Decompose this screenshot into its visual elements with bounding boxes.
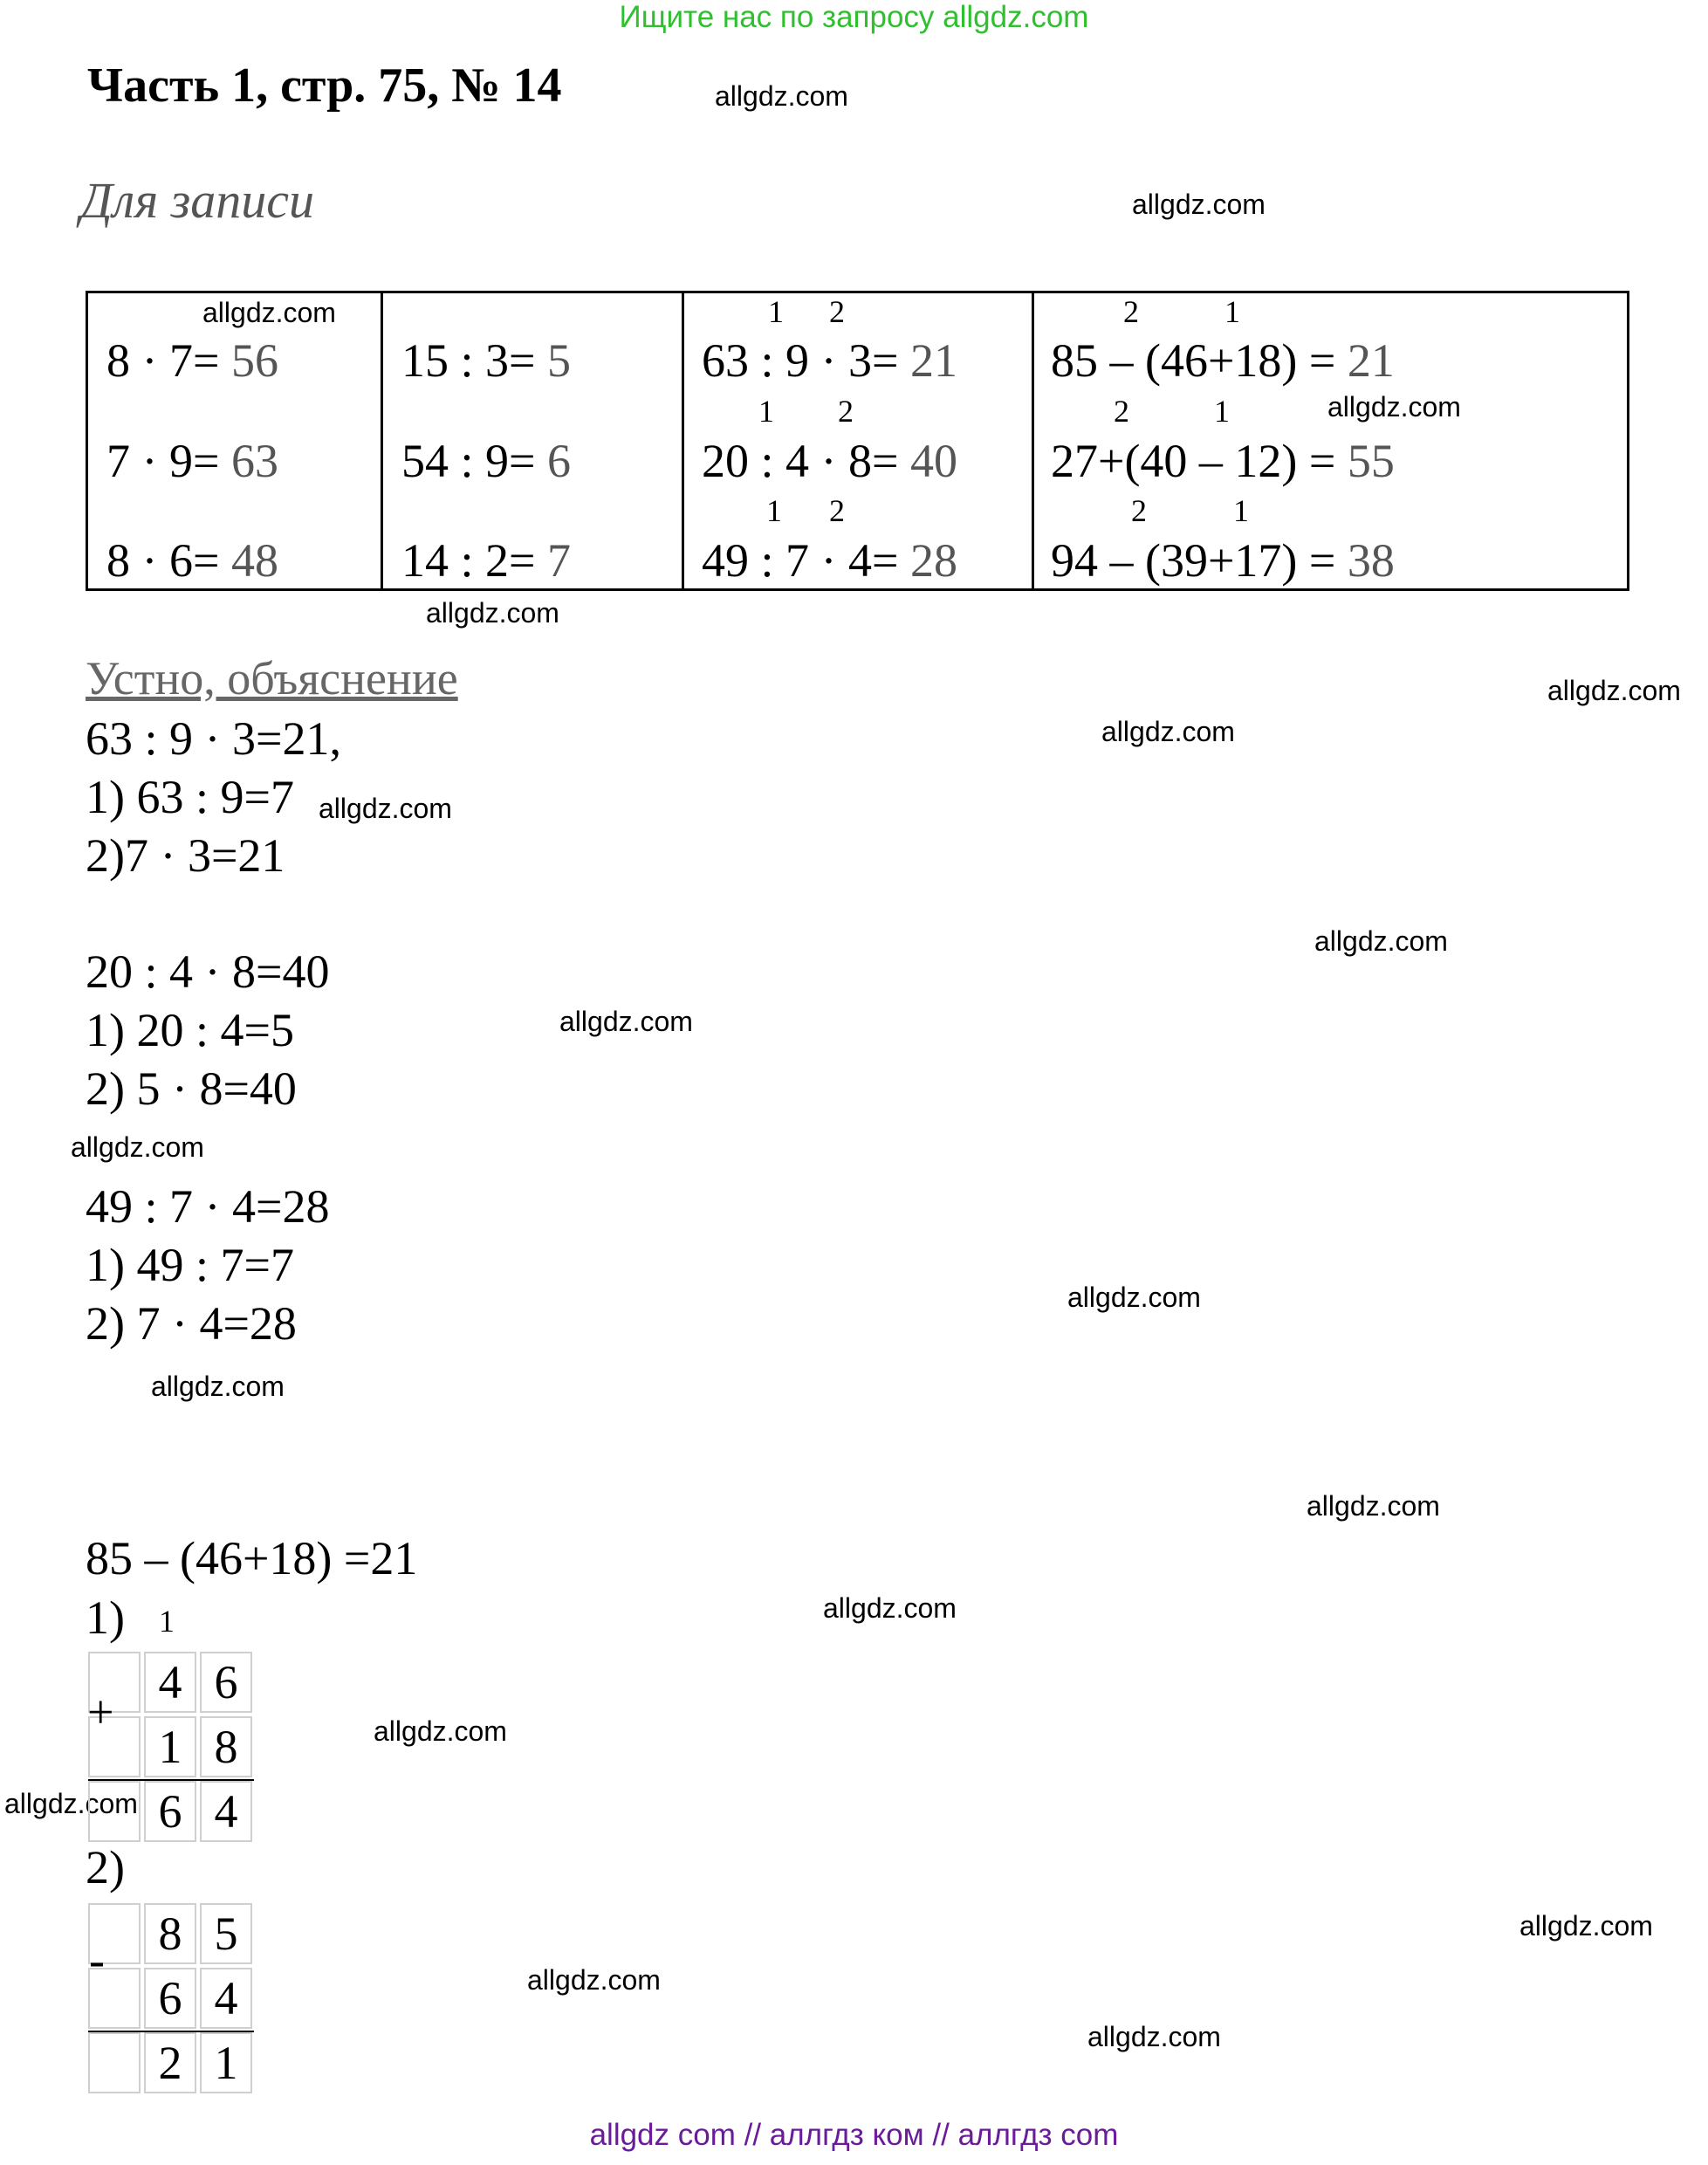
section-heading: Устно, объяснение bbox=[86, 652, 458, 704]
top-banner: Ищите нас по запросу allgdz.com bbox=[619, 0, 1089, 34]
grid-cell bbox=[88, 2032, 141, 2093]
explanation-line: 1) 20 : 4=5 bbox=[86, 1004, 294, 1056]
digit-cell: 8 bbox=[200, 1716, 252, 1777]
watermark: allgdz.com bbox=[151, 1371, 285, 1402]
watermark: allgdz.com bbox=[4, 1788, 138, 1819]
explanation-line: 2) 7 · 4=28 bbox=[86, 1297, 297, 1350]
watermark: allgdz.com bbox=[1067, 1282, 1201, 1313]
explanation-line: 1) 63 : 9=7 bbox=[86, 771, 294, 823]
table-row: 7 · 9= 63 bbox=[106, 435, 278, 487]
digit-cell: 4 bbox=[200, 1968, 252, 2029]
explanation-line: 49 : 7 · 4=28 bbox=[86, 1180, 330, 1233]
table-row: 8 · 7= 56 bbox=[106, 334, 278, 387]
watermark: allgdz.com bbox=[1132, 189, 1266, 220]
digit-cell: 6 bbox=[144, 1781, 196, 1842]
watermark: allgdz.com bbox=[319, 793, 452, 824]
explanation-line: 2) 5 · 8=40 bbox=[86, 1062, 297, 1115]
order-mark: 2 bbox=[829, 493, 845, 528]
order-mark: 1 bbox=[1233, 493, 1249, 528]
explanation-line: 2)7 · 3=21 bbox=[86, 829, 285, 882]
bottom-banner: allgdz com // аллгдз ком // аллгдз com bbox=[589, 2118, 1119, 2152]
order-mark: 2 bbox=[1131, 493, 1147, 528]
order-mark: 2 bbox=[1114, 394, 1129, 429]
minus-sign: - bbox=[89, 1934, 105, 1986]
table-row: 49 : 7 · 4= 28 bbox=[702, 534, 957, 587]
table-row: 8 · 6= 48 bbox=[106, 534, 278, 587]
order-mark: 1 bbox=[1214, 394, 1230, 429]
digit-cell: 4 bbox=[144, 1652, 196, 1713]
table-row: 27+(40 – 12) = 55 bbox=[1051, 435, 1395, 487]
table-divider bbox=[1032, 291, 1034, 591]
order-mark: 2 bbox=[838, 394, 854, 429]
order-mark: 1 bbox=[758, 394, 774, 429]
watermark: allgdz.com bbox=[715, 80, 848, 112]
watermark: allgdz.com bbox=[1307, 1490, 1440, 1522]
digit-cell: 2 bbox=[144, 2032, 196, 2093]
order-mark: 1 bbox=[1224, 294, 1240, 329]
digit-cell: 6 bbox=[144, 1968, 196, 2029]
watermark: allgdz.com bbox=[202, 297, 336, 328]
explanation-line: 63 : 9 · 3=21, bbox=[86, 712, 341, 765]
watermark: allgdz.com bbox=[1519, 1910, 1653, 1942]
watermark: allgdz.com bbox=[823, 1592, 957, 1624]
step-label: 2) bbox=[86, 1841, 125, 1894]
watermark: allgdz.com bbox=[1327, 391, 1461, 423]
watermark: allgdz.com bbox=[1314, 925, 1448, 957]
watermark: allgdz.com bbox=[71, 1131, 204, 1163]
watermark: allgdz.com bbox=[527, 1964, 661, 1996]
digit-cell: 5 bbox=[200, 1903, 252, 1964]
plus-sign: + bbox=[87, 1686, 114, 1738]
subtitle: Для записи bbox=[80, 172, 315, 229]
watermark: allgdz.com bbox=[559, 1006, 693, 1037]
explanation-line: 20 : 4 · 8=40 bbox=[86, 945, 330, 998]
difference-line bbox=[88, 2031, 254, 2032]
table-row: 54 : 9= 6 bbox=[401, 435, 571, 487]
table-row: 14 : 2= 7 bbox=[401, 534, 571, 587]
order-mark: 2 bbox=[829, 294, 845, 329]
digit-cell: 6 bbox=[200, 1652, 252, 1713]
table-row: 63 : 9 · 3= 21 bbox=[702, 334, 957, 387]
digit-cell: 4 bbox=[200, 1781, 252, 1842]
table-divider bbox=[381, 291, 383, 591]
digit-cell: 8 bbox=[144, 1903, 196, 1964]
explanation-line: 1) 49 : 7=7 bbox=[86, 1239, 294, 1291]
grid-cell bbox=[88, 1781, 141, 1842]
watermark: allgdz.com bbox=[426, 597, 559, 629]
order-mark: 1 bbox=[768, 294, 784, 329]
digit-cell: 1 bbox=[144, 1716, 196, 1777]
table-divider bbox=[682, 291, 684, 591]
step-label: 1) bbox=[86, 1591, 125, 1644]
watermark: allgdz.com bbox=[374, 1715, 507, 1747]
sum-line bbox=[88, 1779, 254, 1781]
expression: 85 – (46+18) =21 bbox=[86, 1532, 418, 1584]
table-row: 94 – (39+17) = 38 bbox=[1051, 534, 1395, 587]
carry-digit: 1 bbox=[159, 1604, 175, 1639]
table-row: 85 – (46+18) = 21 bbox=[1051, 334, 1395, 387]
order-mark: 2 bbox=[1123, 294, 1139, 329]
watermark: allgdz.com bbox=[1087, 2021, 1221, 2052]
table-row: 15 : 3= 5 bbox=[401, 334, 571, 387]
order-mark: 1 bbox=[766, 493, 782, 528]
table-row: 20 : 4 · 8= 40 bbox=[702, 435, 957, 487]
watermark: allgdz.com bbox=[1101, 716, 1235, 747]
digit-cell: 1 bbox=[200, 2032, 252, 2093]
watermark: allgdz.com bbox=[1547, 675, 1681, 706]
page-title: Часть 1, стр. 75, № 14 bbox=[87, 58, 562, 113]
